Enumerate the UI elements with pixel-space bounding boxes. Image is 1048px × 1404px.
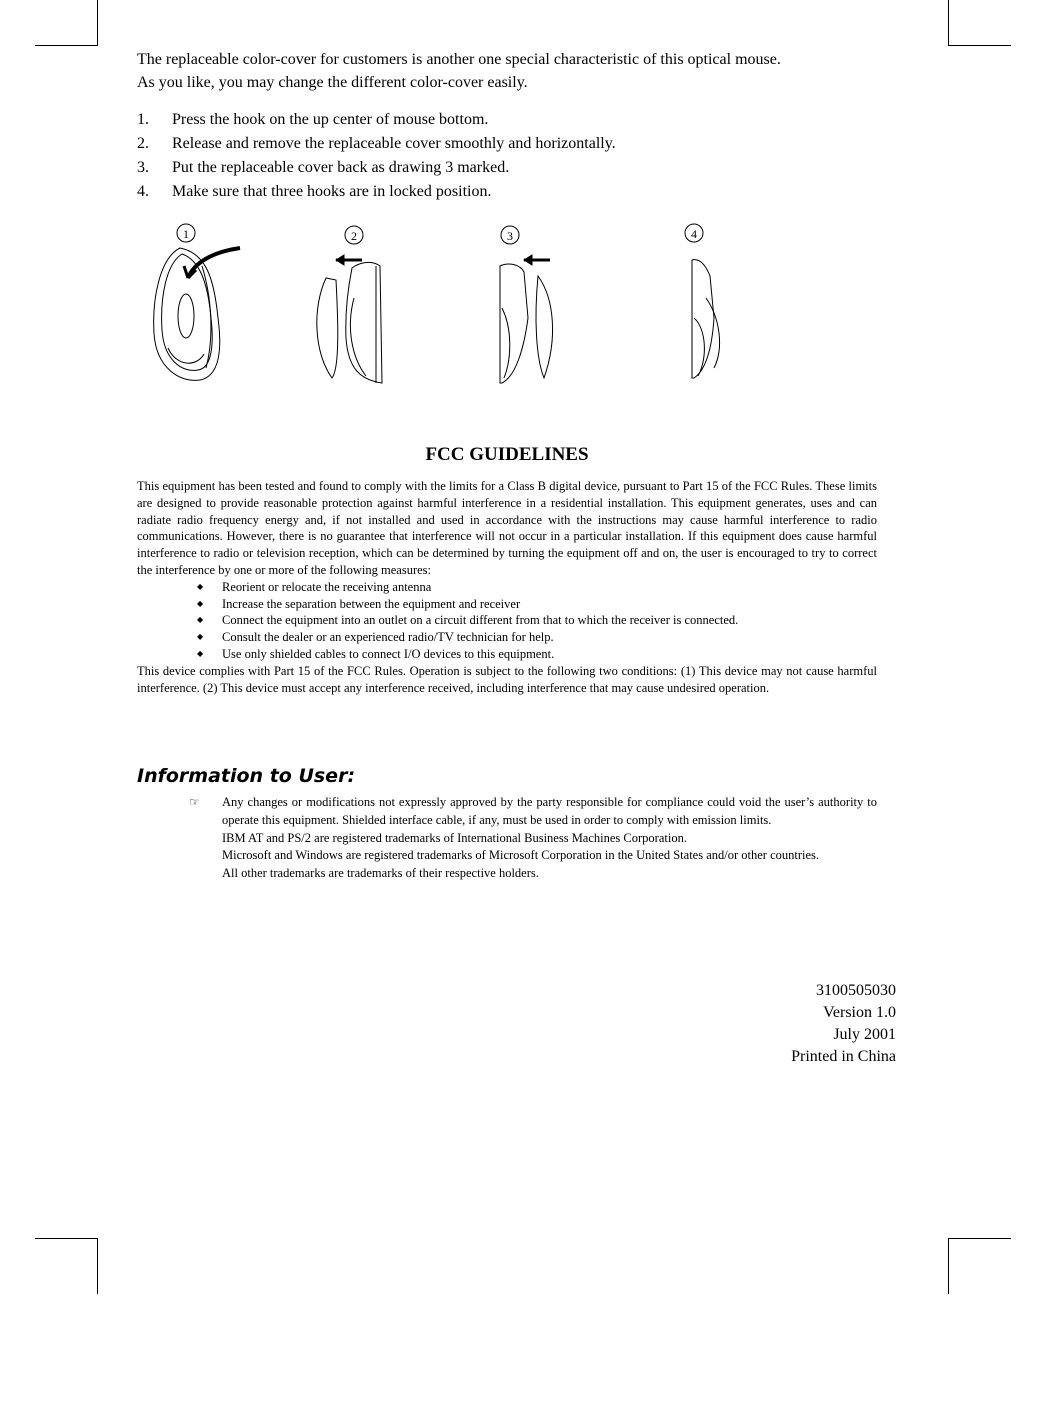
drawing-2: [317, 226, 382, 383]
mouse-body-side: [500, 264, 528, 383]
list-item: ◆ Reorient or relocate the receiving antenna: [195, 579, 877, 596]
version: Version 1.0: [823, 1004, 896, 1021]
cover-replacement-drawings: [140, 218, 760, 393]
remove-arrow-head: [336, 255, 344, 265]
step-list: [137, 108, 897, 204]
crop-mark-top-left: [97, 0, 98, 46]
part-number: 3100505030: [816, 982, 896, 999]
information-to-user-body: [137, 794, 877, 883]
drawing-4: [685, 224, 720, 378]
modification-warning: Any changes or modifications not expressly approved by the party responsible for compliance could void the user’s authority to operate this equipment. Shielded interface cable, if any, must be used in order to comply with emission limits.: [222, 795, 877, 827]
attach-arrow-head: [524, 255, 532, 265]
cover-to-attach: [536, 276, 553, 378]
mouse-sensor: [178, 294, 194, 338]
microsoft-trademark: Microsoft and Windows are registered trademarks of Microsoft Corporation in the United States and/or other countries.: [222, 848, 820, 863]
drawing-1: [154, 224, 240, 380]
publication-date: July 2001: [833, 1026, 896, 1043]
step-text: Make sure that three hooks are in locked position.: [172, 183, 492, 200]
crop-mark-top-left: [35, 45, 98, 46]
pointing-hand-icon: ☞: [189, 795, 200, 809]
crop-mark-top-right: [948, 45, 1011, 46]
drawing-label: 3: [507, 229, 513, 243]
crop-mark-bottom-right: [948, 1238, 1011, 1239]
mouse-body-curve: [502, 308, 510, 378]
step-number: 3.: [137, 159, 149, 176]
compliance-statement: This device complies with Part 15 of the FCC Rules. Operation is subject to the following two conditions: (1) This device may not cause harmful interference. (2) This device must accept any interference received, including interference that may cause undesired operation.: [137, 663, 877, 695]
mouse-bottom-outline: [154, 248, 220, 380]
ibm-trademark: IBM AT and PS/2 are registered trademarks of International Business Machines Corporation.: [222, 830, 687, 845]
intro-line-2: As you like, you may change the different color-cover easily.: [137, 74, 528, 91]
drawing-label: 4: [691, 227, 697, 241]
list-item: ◆ Use only shielded cables to connect I/O devices to this equipment.: [195, 646, 877, 663]
crop-mark-top-right: [948, 0, 949, 46]
drawing-label: 2: [351, 229, 357, 243]
information-to-user-heading: Information to User:: [137, 765, 356, 787]
list-item: ◆ Increase the separation between the equipment and receiver: [195, 596, 877, 613]
list-item: [137, 132, 897, 156]
list-item: [137, 180, 897, 204]
crop-mark-bottom-right: [948, 1238, 949, 1294]
list-item: [137, 156, 897, 180]
fcc-guidelines-heading: FCC GUIDELINES: [425, 444, 589, 465]
step-number: 4.: [137, 183, 149, 200]
fcc-guidelines-body: [137, 478, 877, 696]
print-origin: Printed in China: [791, 1048, 896, 1065]
list-item: ◆ Consult the dealer or an experienced radio/TV technician for help.: [195, 629, 877, 646]
list-item: [137, 108, 897, 132]
drawing-3: [500, 226, 553, 383]
mouse-body-side: [346, 262, 382, 383]
fcc-paragraph: This equipment has been tested and found to comply with the limits for a Class B digital device, pursuant to Part 15 of the FCC Rules. These limits are designed to provide reasonable protection against harmful interference in a residential installation. This equipment generates, uses and can radiate radio frequency energy and, if not installed and used in accordance with the instructions may cause harmful interference to radio communications. However, there is no guarantee that interference will not occur in a particular installation. If this equipment does cause harmful interference to radio or television reception, which can be determined by turning the equipment off and on, the user is encouraged to try to correct the interference by one or more of the following measures:: [137, 479, 877, 577]
list-item: ◆ Connect the equipment into an outlet on a circuit different from that to which the receiver is connected.: [195, 612, 877, 629]
document-footer: [791, 980, 896, 1068]
step-number: 1.: [137, 111, 149, 128]
step-text: Press the hook on the up center of mouse bottom.: [172, 111, 489, 128]
measures-list: [137, 579, 877, 663]
intro-paragraph: [137, 48, 897, 94]
hook-arrow: [188, 248, 240, 278]
step-number: 2.: [137, 135, 149, 152]
drawing-label: 1: [183, 227, 189, 241]
intro-line-1: The replaceable color-cover for customers is another one special characteristic of this optical mouse.: [137, 51, 781, 68]
step-text: Release and remove the replaceable cover smoothly and horizontally.: [172, 135, 616, 152]
step-text: Put the replaceable cover back as drawing 3 marked.: [172, 159, 510, 176]
crop-mark-bottom-left: [97, 1238, 98, 1294]
mouse-side-edge: [202, 266, 211, 368]
other-trademarks: All other trademarks are trademarks of their respective holders.: [222, 866, 539, 881]
removed-cover: [317, 278, 338, 378]
crop-mark-bottom-left: [35, 1238, 98, 1239]
